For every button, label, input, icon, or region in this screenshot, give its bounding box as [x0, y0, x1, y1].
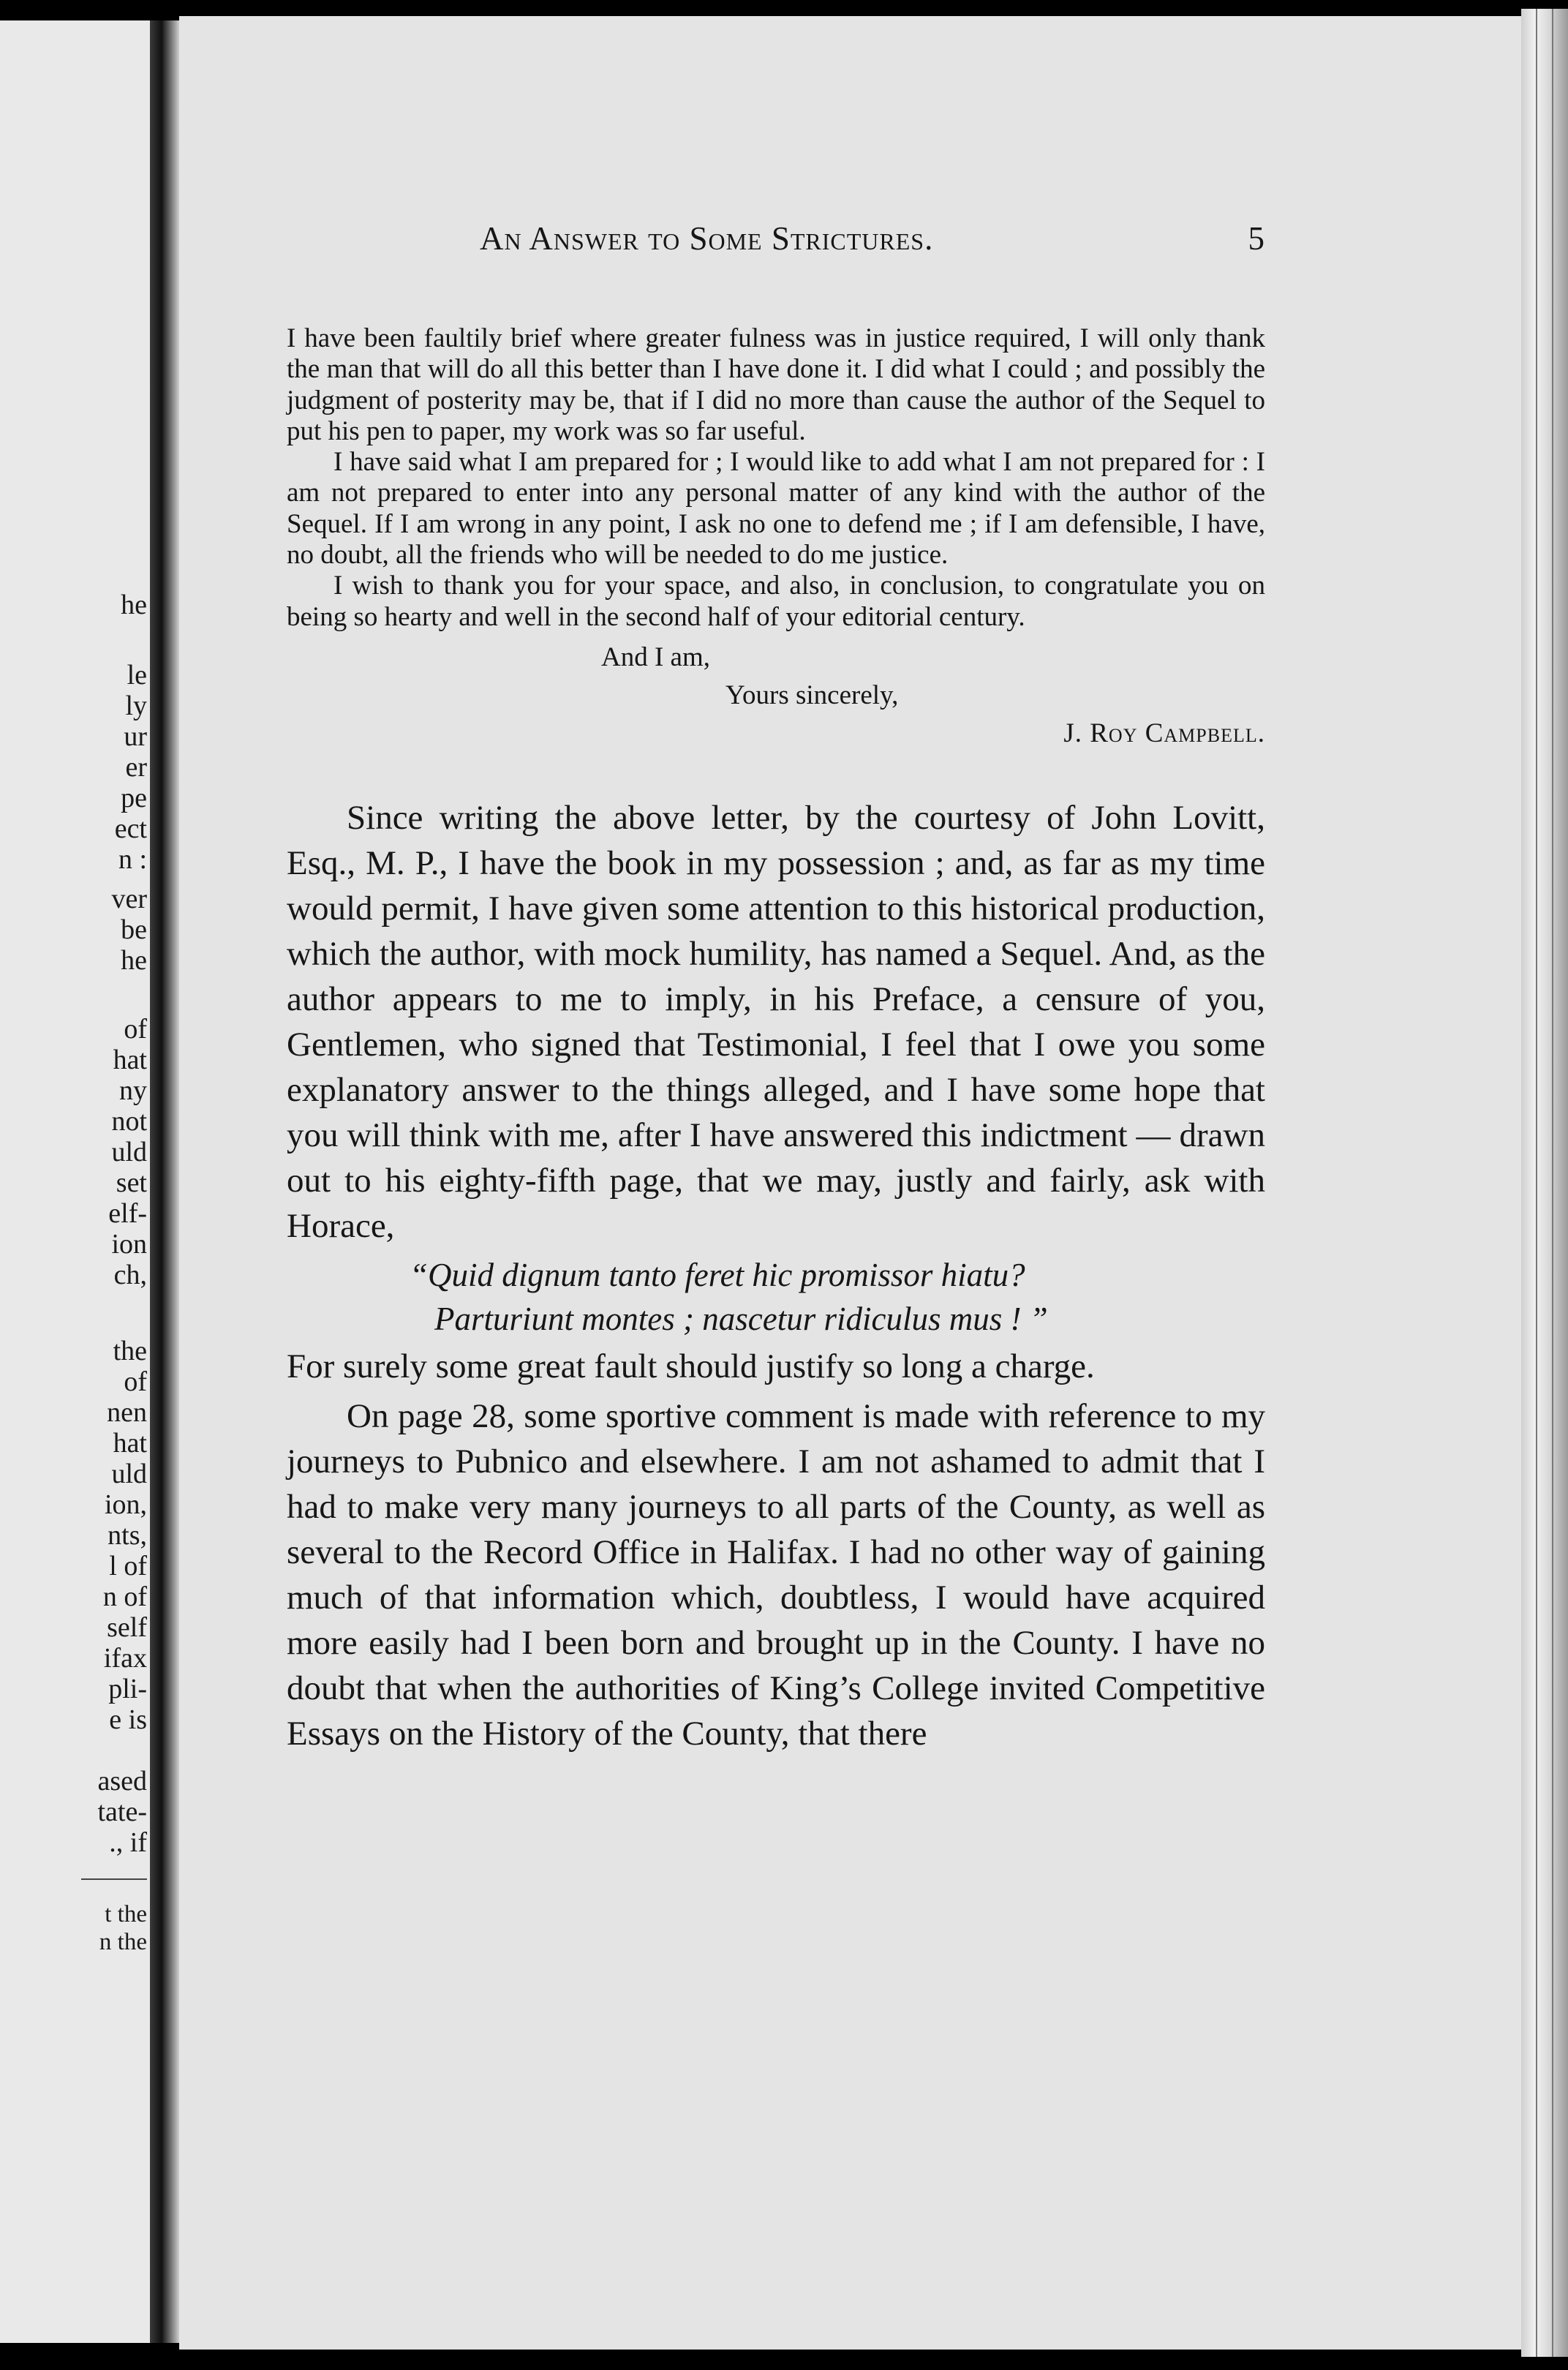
left-fragment: n the: [99, 1929, 147, 1955]
page-content: [287, 219, 1265, 1756]
body-paragraph: For surely some great fault should justify so long a charge.: [287, 1347, 1095, 1385]
left-fragment: nts,: [108, 1520, 147, 1551]
letter-paragraph: I have said what I am prepared for ; I would like to add what I am not prepared for : I am not prepared to enter into any personal matter of any kind with the author of the Sequel. If I am wrong in any point, I ask no one to defend me ; if I am defensible, I have, no doubt, all the friends who will be needed to do me justice.: [287, 447, 1265, 571]
left-fragment: be: [121, 914, 147, 945]
left-fragment: er: [125, 752, 147, 783]
left-fragment: uld: [111, 1137, 147, 1167]
page-edge-line: [1536, 9, 1537, 2357]
left-fragment: e is: [109, 1704, 147, 1735]
left-fragment: he: [121, 945, 147, 976]
running-head-title: An Answer to Some Strictures.: [480, 220, 934, 257]
left-fragment: of: [124, 1014, 147, 1045]
left-fragment: elf-: [108, 1198, 147, 1229]
left-fragment: ion,: [104, 1489, 147, 1520]
book-gutter: [150, 20, 179, 2343]
left-fragment: set: [116, 1167, 147, 1198]
left-fragment: ect: [114, 813, 147, 844]
left-fragment: self: [107, 1612, 147, 1643]
left-fragment: nen: [107, 1397, 147, 1428]
left-fragment: ased: [97, 1766, 147, 1797]
left-fragment: ur: [124, 721, 147, 752]
left-fragment: n of: [102, 1581, 147, 1612]
left-fragment: he: [121, 590, 147, 620]
left-page-fragment: [0, 20, 150, 2343]
left-fragment: ly: [125, 691, 147, 721]
running-head: [287, 219, 1265, 263]
left-fragment: pli-: [108, 1674, 147, 1704]
left-fragment: l of: [109, 1551, 147, 1581]
left-fragment: t the: [105, 1901, 147, 1927]
left-fragment: pe: [121, 783, 147, 813]
quotation-line: “Quid dignum tanto feret hic promissor hiatu?: [410, 1256, 1025, 1293]
page-number: 5: [1248, 220, 1265, 257]
valediction: Yours sincerely,: [725, 680, 899, 710]
left-fragment: ifax: [103, 1643, 147, 1674]
page-edge-line: [1552, 9, 1553, 2357]
left-fragment: le: [127, 660, 147, 691]
letter-text: [287, 323, 1265, 633]
latin-quotation: [287, 1253, 1265, 1341]
quotation-line: Parturiunt montes ; nascetur ridiculus mus ! ”: [434, 1300, 1048, 1337]
letter-closing: [287, 639, 1265, 753]
left-fragment: ny: [119, 1075, 147, 1106]
left-fragment: n :: [118, 844, 147, 875]
left-fragment: tate-: [97, 1797, 147, 1827]
left-fragment: the: [113, 1336, 147, 1366]
left-fragment: ion: [111, 1229, 147, 1260]
letter-paragraph: I have been faultily brief where greater fulness was in justice required, I will only thank the man that will do all this better than I have done it. I did what I could ; and possibly the judgment of posterity may be, that if I did no more than cause the author of the Sequel to put his pen to paper, my work was so far useful.: [287, 323, 1265, 446]
body-paragraph: On page 28, some sportive comment is made with reference to my journeys to Pubnico and elsewhere. I am not ashamed to admit that I had to make very many journeys to all parts of the County, as well as several to the Record Office in Halifax. I had no other way of gaining much of that information which, doubtless, I would have acquired more easily had I been born and brought up in the County. I have no doubt that when the authorities of King’s College invited Competitive Essays on the History of the County, that there: [287, 1396, 1265, 1753]
left-fragment: hat: [113, 1045, 147, 1075]
left-fragment: not: [111, 1106, 147, 1137]
page-edges: [1521, 9, 1568, 2357]
letter-paragraph: I wish to thank you for your space, and also, in conclusion, to congratulate you on being so hearty and well in the second half of your editorial century.: [287, 571, 1265, 632]
left-fragment: ch,: [113, 1260, 147, 1290]
left-fragment: hat: [113, 1428, 147, 1459]
footnote-rule: [81, 1878, 147, 1880]
signature: J. Roy Campbell.: [1063, 718, 1265, 748]
body-paragraph: Since writing the above letter, by the courtesy of John Lovitt, Esq., M. P., I have the book in my possession ; and, as far as my time would permit, I have given some attention to this historical production, which the author, with mock humility, has named a Sequel. And, as the author appears to me to imply, in his Preface, a censure of you, Gentlemen, who signed that Testimonial, I feel that I owe you some explanatory answer to the things alleged, and I have some hope that you will think with me, after I have answered this indictment — drawn out to his eighty-fifth page, that we may, justly and fairly, ask with Horace,: [287, 798, 1265, 1245]
closing-line: And I am,: [601, 642, 710, 672]
left-fragment: of: [124, 1366, 147, 1397]
left-fragment: ., if: [109, 1827, 147, 1858]
left-fragment: ver: [111, 884, 147, 914]
main-text: [287, 795, 1265, 1756]
left-fragment: uld: [111, 1459, 147, 1489]
